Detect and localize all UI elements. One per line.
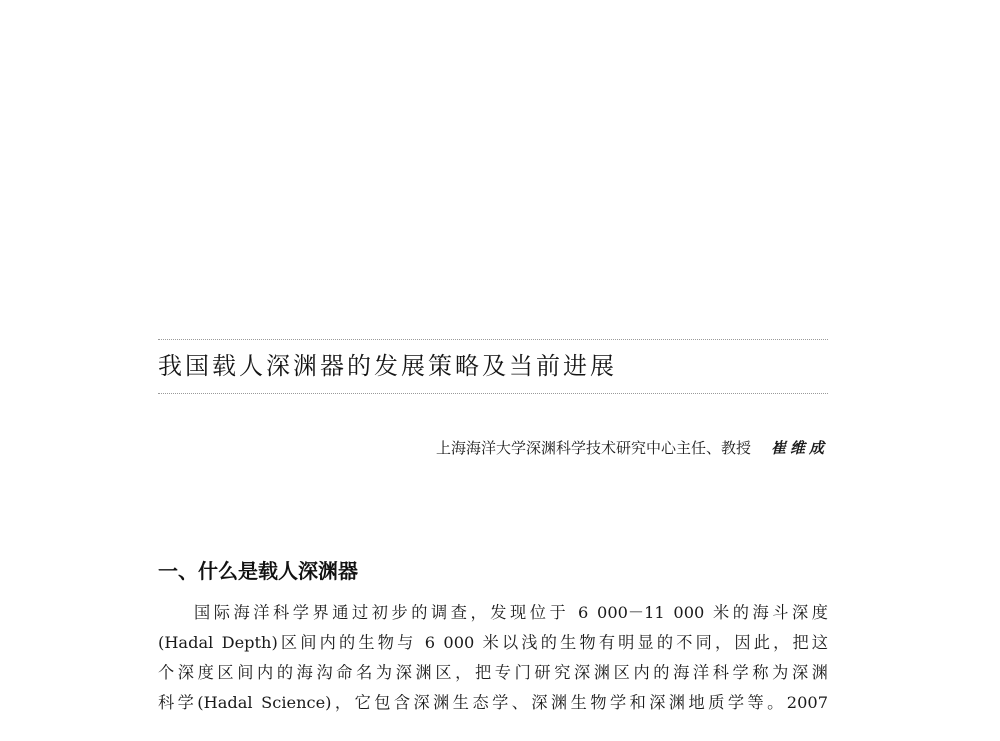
article-title: 我国载人深渊器的发展策略及当前进展 — [158, 352, 617, 380]
body-line: 国际海洋科学界通过初步的调查，发现位于 6 000－11 000 米的海斗深度 — [194, 603, 828, 622]
title-bottom-rule — [158, 393, 828, 394]
body-line: 科学(Hadal Science)，它包含深渊生态学、深渊生物学和深渊地质学等。2007 — [158, 693, 828, 712]
body-line: (Hadal Depth)区间内的生物与 6 000 米以浅的生物有明显的不同，因此，把这 — [158, 633, 828, 652]
title-top-rule — [158, 339, 828, 340]
author-affiliation: 上海海洋大学深渊科学技术研究中心主任、教授 — [435, 439, 751, 457]
byline — [436, 436, 828, 460]
body-line: 个深度区间内的海沟命名为深渊区，把专门研究深渊区内的海洋科学称为深渊 — [158, 663, 828, 682]
author-name: 崔维成 — [770, 439, 828, 457]
body-text — [158, 598, 828, 718]
section-heading: 一、什么是载人深渊器 — [158, 559, 358, 583]
